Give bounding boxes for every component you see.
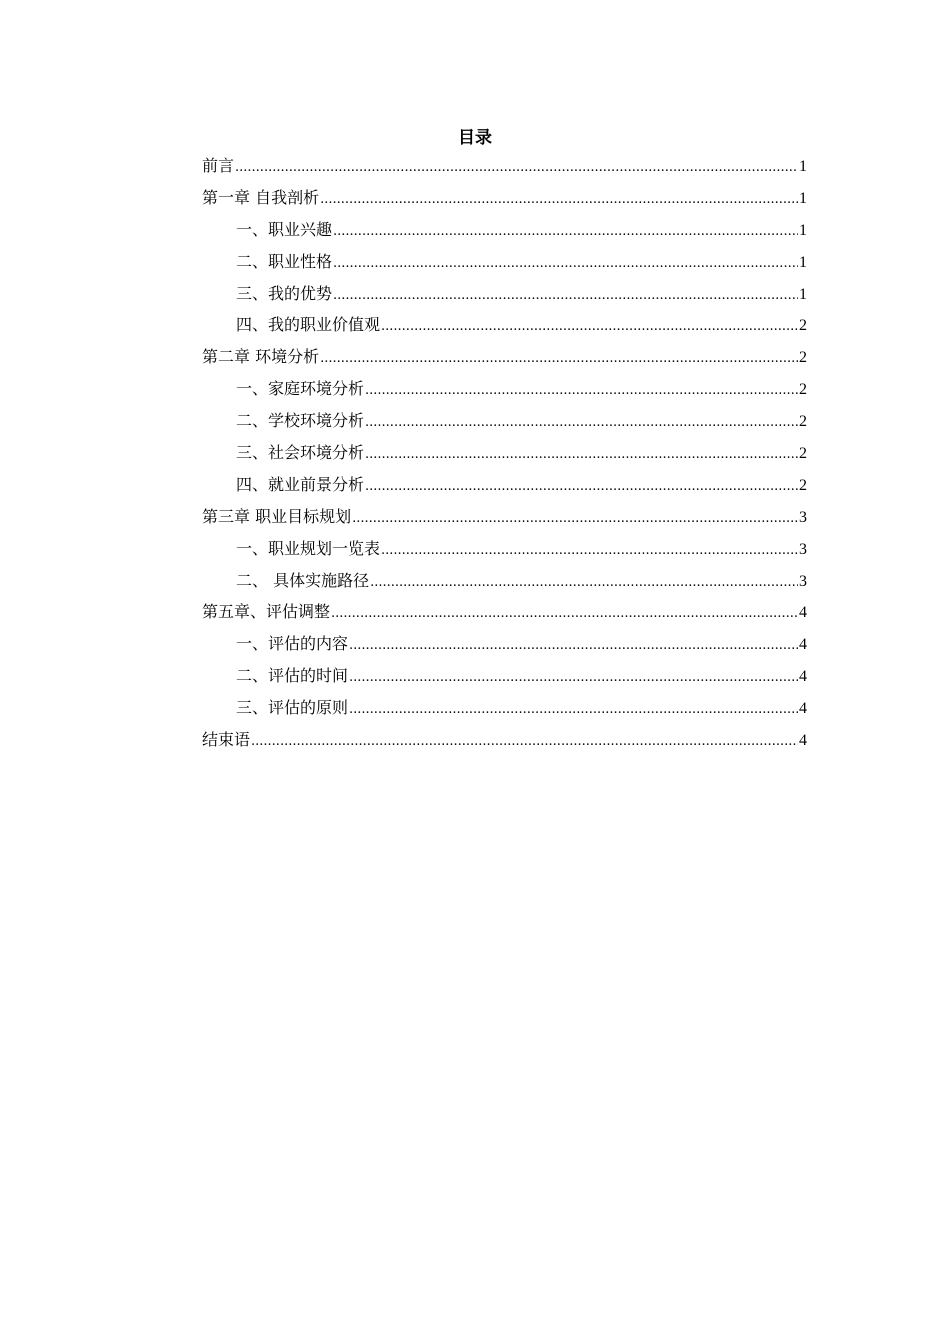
- toc-entry-label: 三、我的优势: [236, 283, 333, 303]
- toc-entry-page: 1: [799, 158, 807, 175]
- toc-entry[interactable]: [202, 437, 807, 469]
- toc-entry[interactable]: [202, 373, 807, 405]
- toc-entry-page: 2: [799, 413, 807, 431]
- toc-entry-label: 第一章 自我剖析: [202, 187, 320, 207]
- toc-entry-page: 1: [799, 285, 807, 303]
- toc-entry-label: 三、社会环境分析: [236, 443, 365, 463]
- toc-leader-dots: [381, 535, 798, 567]
- toc-entry[interactable]: [202, 246, 807, 278]
- toc-entry-label: 一、家庭环境分析: [236, 379, 365, 399]
- toc-entry-page: 1: [799, 253, 807, 271]
- toc-leader-dots: [349, 662, 798, 694]
- toc-entry-page: 2: [799, 317, 807, 335]
- toc-entry[interactable]: [202, 214, 807, 246]
- toc-entry[interactable]: [202, 182, 807, 214]
- toc-entry[interactable]: [202, 660, 807, 692]
- toc-entry[interactable]: [202, 596, 807, 628]
- toc-entry[interactable]: [202, 724, 807, 756]
- toc-entry-page: 3: [799, 508, 807, 526]
- toc-title: 目录: [458, 128, 492, 148]
- toc-entry[interactable]: [202, 565, 807, 597]
- toc-leader-dots: [333, 280, 798, 312]
- toc-entry-label: 二、 具体实施路径: [236, 570, 370, 590]
- toc-entry-page: 4: [799, 700, 807, 718]
- toc-entry-label: 结束语: [202, 730, 251, 750]
- toc-leader-dots: [349, 630, 798, 662]
- toc-entry-label: 一、评估的内容: [236, 634, 349, 654]
- toc-entry-page: 3: [799, 572, 807, 590]
- toc-entry-page: 2: [799, 476, 807, 494]
- toc-entry-label: 前言: [202, 156, 235, 175]
- toc-leader-dots: [349, 694, 798, 726]
- toc-entry-label: 二、学校环境分析: [236, 411, 365, 431]
- toc-entry-label: 二、职业性格: [236, 251, 333, 271]
- toc-leader-dots: [235, 152, 798, 184]
- toc-entry-page: 2: [799, 445, 807, 463]
- toc-entry[interactable]: [202, 628, 807, 660]
- toc-entry-page: 4: [799, 732, 807, 750]
- toc-entry-page: 2: [799, 349, 807, 367]
- toc-leader-dots: [381, 311, 798, 343]
- toc-entry-page: 4: [799, 668, 807, 686]
- toc-entry[interactable]: [202, 150, 807, 182]
- toc-leader-dots: [251, 726, 798, 758]
- toc-leader-dots: [365, 471, 798, 503]
- toc-entry-label: 三、评估的原则: [236, 698, 349, 718]
- toc-leader-dots: [365, 375, 798, 407]
- toc-leader-dots: [365, 407, 798, 439]
- toc-leader-dots: [370, 567, 798, 599]
- toc-entry[interactable]: [202, 405, 807, 437]
- toc-leader-dots: [352, 503, 798, 535]
- toc-entry-page: 1: [799, 221, 807, 239]
- toc-leader-dots: [365, 439, 798, 471]
- toc-entry-page: 1: [799, 189, 807, 207]
- toc-entry-page: 2: [799, 381, 807, 399]
- toc-leader-dots: [333, 248, 798, 280]
- toc-leader-dots: [331, 598, 798, 630]
- toc-entry-label: 第二章 环境分析: [202, 347, 320, 367]
- toc-entry-label: 第三章 职业目标规划: [202, 506, 352, 526]
- toc-entry[interactable]: [202, 501, 807, 533]
- toc-entry-label: 二、评估的时间: [236, 666, 349, 686]
- toc-entry-label: 四、就业前景分析: [236, 474, 365, 494]
- toc-list: [202, 150, 807, 756]
- toc-entry[interactable]: [202, 533, 807, 565]
- toc-entry-label: 一、职业规划一览表: [236, 538, 381, 558]
- toc-entry[interactable]: [202, 469, 807, 501]
- toc-leader-dots: [320, 184, 798, 216]
- toc-entry[interactable]: [202, 278, 807, 310]
- toc-entry-label: 四、我的职业价值观: [236, 315, 381, 335]
- toc-entry[interactable]: [202, 309, 807, 341]
- toc-leader-dots: [333, 216, 798, 248]
- toc-entry-page: 3: [799, 540, 807, 558]
- toc-entry-page: 4: [799, 604, 807, 622]
- toc-entry[interactable]: [202, 692, 807, 724]
- toc-entry-label: 第五章、评估调整: [202, 602, 331, 622]
- toc-leader-dots: [320, 343, 798, 375]
- toc-entry-label: 一、职业兴趣: [236, 219, 333, 239]
- toc-entry-page: 4: [799, 636, 807, 654]
- toc-entry[interactable]: [202, 341, 807, 373]
